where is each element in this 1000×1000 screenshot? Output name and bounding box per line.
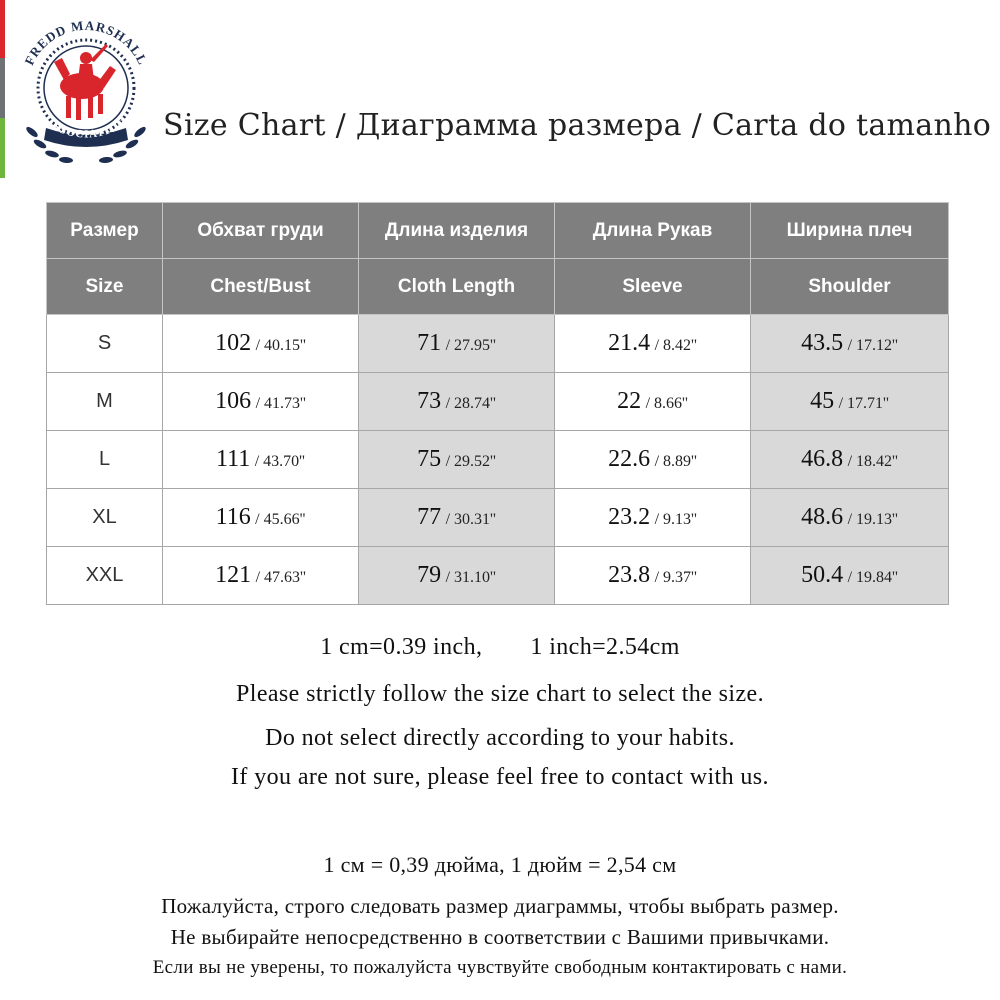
- inch-value: / 8.66'': [645, 395, 688, 412]
- col-header-sleeve-en: Sleeve: [555, 259, 751, 315]
- cm-value: 71: [417, 330, 442, 356]
- size-chart-table: [46, 202, 949, 605]
- conversion-note-ru: 1 см = 0,39 дюйма, 1 дюйм = 2,54 см: [323, 852, 677, 877]
- inch-value: / 17.71'': [838, 395, 889, 412]
- header-row-en: [47, 259, 949, 315]
- inch-value: / 30.31'': [445, 511, 496, 528]
- cm-value: 77: [417, 504, 442, 530]
- shoulder-cell: [751, 315, 949, 373]
- size-cell: L: [47, 431, 163, 489]
- brand-logo: [6, 0, 166, 175]
- note-en-line-3: If you are not sure, please feel free to contact with us.: [231, 764, 769, 790]
- inch-value: / 9.37'': [654, 569, 697, 586]
- cm-value: 22: [617, 388, 642, 414]
- shoulder-cell: [751, 431, 949, 489]
- shoulder-cell: [751, 547, 949, 605]
- col-header-chest-en: Chest/Bust: [163, 259, 359, 315]
- cm-value: 48.6: [801, 504, 844, 530]
- length-cell: [359, 431, 555, 489]
- sleeve-cell: [555, 547, 751, 605]
- page-title: Size Chart / Диаграмма размера / Carta do tamanho: [163, 108, 992, 143]
- inch-value: / 8.42'': [654, 337, 697, 354]
- col-header-chest-ru: Обхват груди: [163, 203, 359, 259]
- conversion-inch-en: 1 inch=2.54cm: [530, 634, 680, 660]
- chest-cell: [163, 431, 359, 489]
- cm-value: 23.2: [608, 504, 651, 530]
- size-cell: S: [47, 315, 163, 373]
- col-header-length-ru: Длина изделия: [359, 203, 555, 259]
- note-ru-line-2: Не выбирайте непосредственно в соответствии с Вашими привычками.: [170, 925, 830, 949]
- inch-value: / 29.52'': [445, 453, 496, 470]
- inch-value: / 19.13'': [847, 511, 898, 528]
- brand-stripe-gray: [0, 58, 5, 118]
- table-row: [47, 489, 949, 547]
- inch-value: / 28.74'': [445, 395, 496, 412]
- col-header-length-en: Cloth Length: [359, 259, 555, 315]
- length-cell: [359, 373, 555, 431]
- chest-cell: [163, 373, 359, 431]
- inch-value: / 43.70'': [254, 453, 305, 470]
- sleeve-cell: [555, 431, 751, 489]
- note-en-line-1: Please strictly follow the size chart to select the size.: [236, 681, 764, 707]
- header-row-ru: [47, 203, 949, 259]
- size-cell: M: [47, 373, 163, 431]
- note-en-line-2: Do not select directly according to your habits.: [265, 725, 735, 751]
- cm-value: 75: [417, 446, 442, 472]
- inch-value: / 8.89'': [654, 453, 697, 470]
- inch-value: / 47.63'': [255, 569, 306, 586]
- col-header-size-en: Size: [47, 259, 163, 315]
- size-cell: XL: [47, 489, 163, 547]
- chest-cell: [163, 315, 359, 373]
- cm-value: 79: [417, 562, 442, 588]
- cm-value: 73: [417, 388, 442, 414]
- length-cell: [359, 315, 555, 373]
- cm-value: 111: [216, 446, 251, 472]
- cm-value: 106: [215, 388, 252, 414]
- inch-value: / 40.15'': [255, 337, 306, 354]
- sleeve-cell: [555, 315, 751, 373]
- col-header-shoulder-en: Shoulder: [751, 259, 949, 315]
- table-row: [47, 373, 949, 431]
- inch-value: / 18.42'': [847, 453, 898, 470]
- inch-value: / 27.95'': [445, 337, 496, 354]
- note-ru-line-3: Если вы не уверены, то пожалуйста чувствуйте свободным контактировать с нами.: [152, 957, 848, 978]
- cm-value: 50.4: [801, 562, 844, 588]
- brand-stripe-green: [0, 118, 5, 178]
- cm-value: 23.8: [608, 562, 651, 588]
- logo-brand-name: FREDD MARSHALL: [21, 17, 151, 68]
- conversion-cm-en: 1 cm=0.39 inch,: [320, 634, 483, 660]
- inch-value: / 19.84'': [847, 569, 898, 586]
- cm-value: 121: [215, 562, 252, 588]
- chest-cell: [163, 547, 359, 605]
- sleeve-cell: [555, 373, 751, 431]
- inch-value: / 41.73'': [255, 395, 306, 412]
- note-ru-line-1: Пожалуйста, строго следовать размер диаграммы, чтобы выбрать размер.: [161, 894, 839, 918]
- inch-value: / 45.66'': [255, 511, 306, 528]
- table-row: [47, 547, 949, 605]
- shoulder-cell: [751, 489, 949, 547]
- length-cell: [359, 547, 555, 605]
- cm-value: 46.8: [801, 446, 844, 472]
- inch-value: / 31.10'': [445, 569, 496, 586]
- cm-value: 43.5: [801, 330, 844, 356]
- col-header-sleeve-ru: Длина Рукав: [555, 203, 751, 259]
- cm-value: 45: [810, 388, 835, 414]
- cm-value: 102: [215, 330, 252, 356]
- table-row: [47, 315, 949, 373]
- col-header-shoulder-ru: Ширина плеч: [751, 203, 949, 259]
- shoulder-cell: [751, 373, 949, 431]
- brand-stripe-red: [0, 0, 5, 58]
- cm-value: 22.6: [608, 446, 651, 472]
- cm-value: 116: [215, 504, 251, 530]
- col-header-size-ru: Размер: [47, 203, 163, 259]
- length-cell: [359, 489, 555, 547]
- conversion-note-en: [0, 634, 1000, 661]
- logo-association: ASSOCIATION: [43, 116, 129, 141]
- size-cell: XXL: [47, 547, 163, 605]
- cm-value: 21.4: [608, 330, 651, 356]
- chest-cell: [163, 489, 359, 547]
- inch-value: / 9.13'': [654, 511, 697, 528]
- table-row: [47, 431, 949, 489]
- sleeve-cell: [555, 489, 751, 547]
- inch-value: / 17.12'': [847, 337, 898, 354]
